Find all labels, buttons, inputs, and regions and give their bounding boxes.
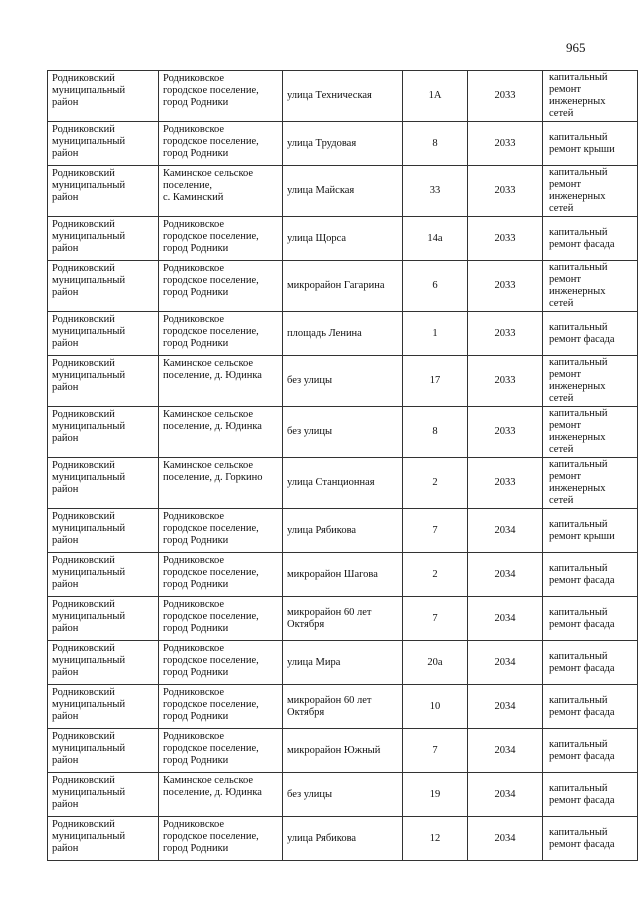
house-number-cell: 7 (403, 729, 468, 773)
house-number-cell: 20а (403, 641, 468, 685)
street-cell: микрорайон 60 лет Октября (283, 685, 403, 729)
year-cell: 2033 (468, 122, 543, 166)
settlement-cell: Каминское сельское поселение, д. Юдинка (159, 773, 283, 817)
table-body (48, 71, 638, 861)
district-cell: Родниковский муниципальный район (48, 356, 159, 407)
district-cell: Родниковский муниципальный район (48, 166, 159, 217)
district-cell: Родниковский муниципальный район (48, 122, 159, 166)
house-number-cell: 7 (403, 597, 468, 641)
district-cell: Родниковский муниципальный район (48, 217, 159, 261)
year-cell: 2034 (468, 685, 543, 729)
district-cell: Родниковский муниципальный район (48, 817, 159, 861)
street-cell: улица Станционная (283, 458, 403, 509)
table-row (48, 641, 638, 685)
work-type-cell: капитальный ремонт фасада (543, 553, 638, 597)
year-cell: 2033 (468, 261, 543, 312)
street-cell: микрорайон Гагарина (283, 261, 403, 312)
house-number-cell: 33 (403, 166, 468, 217)
year-cell: 2033 (468, 458, 543, 509)
street-cell: улица Рябикова (283, 509, 403, 553)
house-number-cell: 2 (403, 553, 468, 597)
settlement-cell: Родниковское городское поселение, город Родники (159, 509, 283, 553)
district-cell: Родниковский муниципальный район (48, 458, 159, 509)
district-cell: Родниковский муниципальный район (48, 312, 159, 356)
house-number-cell: 17 (403, 356, 468, 407)
table-row (48, 509, 638, 553)
year-cell: 2033 (468, 356, 543, 407)
street-cell: улица Майская (283, 166, 403, 217)
table-row (48, 685, 638, 729)
table-row (48, 261, 638, 312)
year-cell: 2034 (468, 597, 543, 641)
house-number-cell: 8 (403, 122, 468, 166)
year-cell: 2034 (468, 641, 543, 685)
work-type-cell: капитальный ремонт фасада (543, 597, 638, 641)
street-cell: микрорайон Южный (283, 729, 403, 773)
work-type-cell: капитальный ремонт инженерных сетей (543, 407, 638, 458)
house-number-cell: 10 (403, 685, 468, 729)
district-cell: Родниковский муниципальный район (48, 71, 159, 122)
settlement-cell: Каминское сельское поселение, д. Юдинка (159, 407, 283, 458)
house-number-cell: 8 (403, 407, 468, 458)
work-type-cell: капитальный ремонт инженерных сетей (543, 356, 638, 407)
street-cell: улица Трудовая (283, 122, 403, 166)
settlement-cell: Каминское сельское поселение, д. Горкино (159, 458, 283, 509)
year-cell: 2033 (468, 166, 543, 217)
table-row (48, 166, 638, 217)
table-row (48, 312, 638, 356)
year-cell: 2033 (468, 217, 543, 261)
house-number-cell: 14а (403, 217, 468, 261)
district-cell: Родниковский муниципальный район (48, 407, 159, 458)
settlement-cell: Родниковское городское поселение, город Родники (159, 122, 283, 166)
table-row (48, 817, 638, 861)
work-type-cell: капитальный ремонт фасада (543, 312, 638, 356)
house-number-cell: 2 (403, 458, 468, 509)
house-number-cell: 7 (403, 509, 468, 553)
settlement-cell: Родниковское городское поселение, город Родники (159, 729, 283, 773)
district-cell: Родниковский муниципальный район (48, 685, 159, 729)
table-row (48, 407, 638, 458)
work-type-cell: капитальный ремонт фасада (543, 729, 638, 773)
work-type-cell: капитальный ремонт фасада (543, 685, 638, 729)
table-row (48, 356, 638, 407)
house-number-cell: 12 (403, 817, 468, 861)
year-cell: 2033 (468, 71, 543, 122)
street-cell: площадь Ленина (283, 312, 403, 356)
table-row (48, 729, 638, 773)
district-cell: Родниковский муниципальный район (48, 509, 159, 553)
street-cell: без улицы (283, 773, 403, 817)
year-cell: 2033 (468, 407, 543, 458)
work-type-cell: капитальный ремонт инженерных сетей (543, 71, 638, 122)
work-type-cell: капитальный ремонт крыши (543, 122, 638, 166)
table-row (48, 553, 638, 597)
street-cell: микрорайон 60 лет Октября (283, 597, 403, 641)
settlement-cell: Родниковское городское поселение, город Родники (159, 71, 283, 122)
work-type-cell: капитальный ремонт инженерных сетей (543, 458, 638, 509)
settlement-cell: Родниковское городское поселение, город Родники (159, 597, 283, 641)
work-type-cell: капитальный ремонт фасада (543, 641, 638, 685)
work-type-cell: капитальный ремонт инженерных сетей (543, 261, 638, 312)
settlement-cell: Родниковское городское поселение, город Родники (159, 217, 283, 261)
year-cell: 2033 (468, 312, 543, 356)
house-number-cell: 1А (403, 71, 468, 122)
district-cell: Родниковский муниципальный район (48, 597, 159, 641)
street-cell: микрорайон Шагова (283, 553, 403, 597)
table-row (48, 597, 638, 641)
district-cell: Родниковский муниципальный район (48, 553, 159, 597)
settlement-cell: Каминское сельское поселение, д. Юдинка (159, 356, 283, 407)
settlement-cell: Каминское сельское поселение, с. Каминский (159, 166, 283, 217)
street-cell: без улицы (283, 356, 403, 407)
table-row (48, 458, 638, 509)
table-row (48, 71, 638, 122)
district-cell: Родниковский муниципальный район (48, 729, 159, 773)
year-cell: 2034 (468, 553, 543, 597)
street-cell: улица Щорса (283, 217, 403, 261)
street-cell: улица Мира (283, 641, 403, 685)
house-number-cell: 1 (403, 312, 468, 356)
table-row (48, 773, 638, 817)
settlement-cell: Родниковское городское поселение, город Родники (159, 261, 283, 312)
table-row (48, 122, 638, 166)
settlement-cell: Родниковское городское поселение, город Родники (159, 312, 283, 356)
table-row (48, 217, 638, 261)
house-number-cell: 19 (403, 773, 468, 817)
settlement-cell: Родниковское городское поселение, город Родники (159, 553, 283, 597)
year-cell: 2034 (468, 817, 543, 861)
settlement-cell: Родниковское городское поселение, город Родники (159, 685, 283, 729)
settlement-cell: Родниковское городское поселение, город Родники (159, 817, 283, 861)
work-type-cell: капитальный ремонт фасада (543, 773, 638, 817)
page-number: 965 (566, 40, 586, 55)
street-cell: без улицы (283, 407, 403, 458)
district-cell: Родниковский муниципальный район (48, 261, 159, 312)
settlement-cell: Родниковское городское поселение, город Родники (159, 641, 283, 685)
house-number-cell: 6 (403, 261, 468, 312)
district-cell: Родниковский муниципальный район (48, 773, 159, 817)
year-cell: 2034 (468, 509, 543, 553)
street-cell: улица Рябикова (283, 817, 403, 861)
work-type-cell: капитальный ремонт фасада (543, 217, 638, 261)
work-type-cell: капитальный ремонт фасада (543, 817, 638, 861)
year-cell: 2034 (468, 773, 543, 817)
district-cell: Родниковский муниципальный район (48, 641, 159, 685)
repair-schedule-table (47, 70, 638, 861)
work-type-cell: капитальный ремонт крыши (543, 509, 638, 553)
street-cell: улица Техническая (283, 71, 403, 122)
year-cell: 2034 (468, 729, 543, 773)
work-type-cell: капитальный ремонт инженерных сетей (543, 166, 638, 217)
